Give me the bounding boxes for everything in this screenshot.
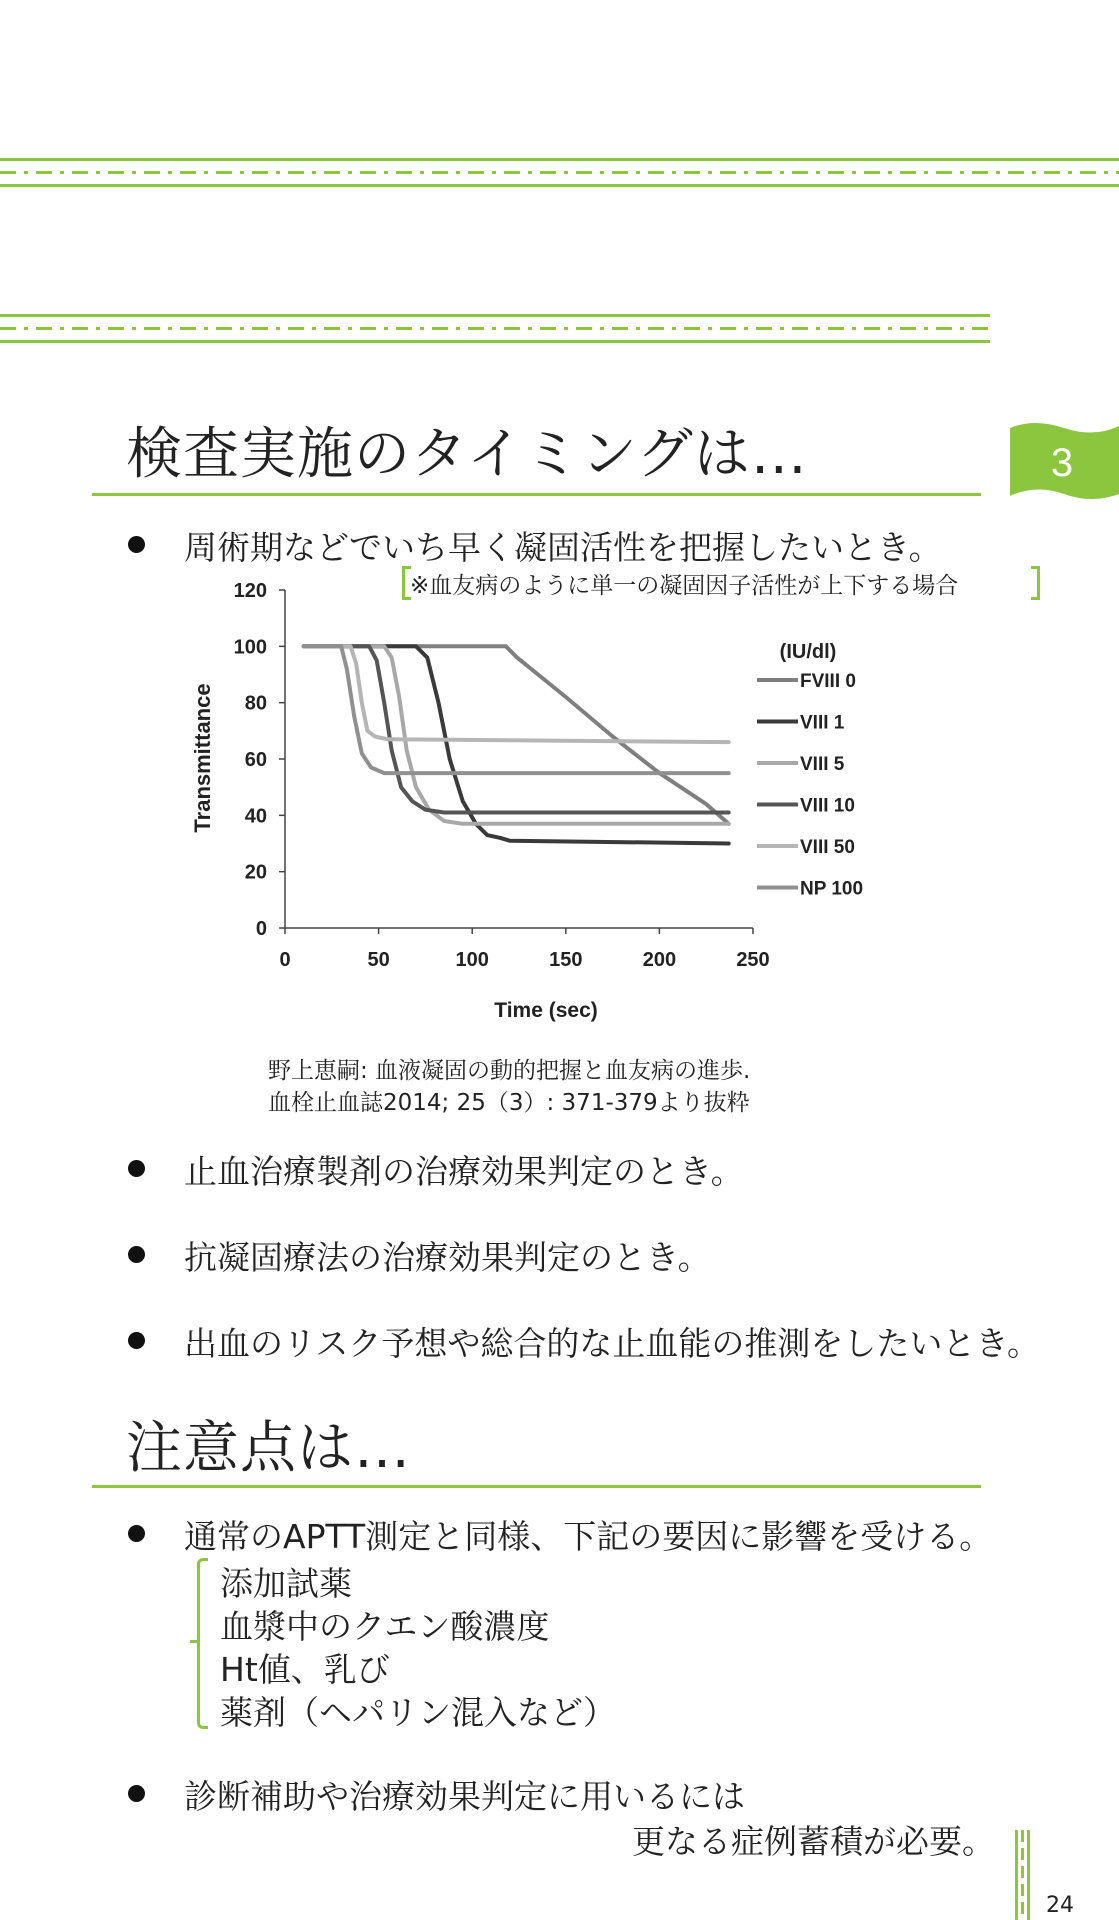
- page-number: 24: [1046, 1893, 1074, 1918]
- legend-label: FVIII 0: [800, 671, 856, 692]
- factor-item: 添加試薬: [220, 1564, 352, 1603]
- series-line-viii-5: [304, 646, 729, 824]
- section-number: 3: [1050, 441, 1074, 485]
- factor-bracket: [197, 1558, 208, 1729]
- section1-title: 検査実施のタイミングは…: [126, 422, 808, 487]
- y-tick-label: 120: [233, 580, 267, 602]
- series-line-fviii-0: [304, 646, 729, 824]
- x-tick-label: 0: [279, 949, 291, 971]
- bullet-dot: [128, 1246, 145, 1263]
- y-axis-label: Transmittance: [190, 683, 215, 833]
- legend-label: NP 100: [800, 878, 864, 900]
- x-tick-label: 150: [549, 949, 583, 971]
- x-tick-label: 200: [642, 949, 677, 971]
- factor-item: Ht値、乳び: [220, 1650, 390, 1689]
- y-tick-label: 0: [255, 918, 267, 940]
- series-line-np-100: [304, 646, 729, 773]
- section1-divider: [92, 493, 981, 496]
- section2-bullet1: 通常のAPTT測定と同様、下記の要因に影響を受ける。: [184, 1517, 993, 1556]
- bullet-dot: [128, 536, 145, 553]
- bullet-dot: [128, 1160, 145, 1177]
- chart-legend: [757, 671, 863, 900]
- x-tick-label: 50: [367, 949, 390, 971]
- factor-item: 薬剤（ヘパリン混入など）: [220, 1693, 616, 1732]
- y-tick-label: 40: [244, 805, 267, 828]
- section1-bullet3: 抗凝固療法の治療効果判定のとき。: [184, 1238, 711, 1277]
- legend-title: (IU/dl): [779, 641, 837, 663]
- bullet-dot: [128, 1332, 145, 1349]
- section2-divider: [92, 1485, 981, 1488]
- x-tick-label: 250: [736, 949, 770, 971]
- section-number-tab: [1004, 418, 1119, 503]
- legend-label: VIII 1: [800, 712, 845, 734]
- footer-rail: [1015, 1830, 1031, 1920]
- legend-label: VIII 5: [800, 754, 845, 775]
- factor-item: 血漿中のクエン酸濃度: [220, 1607, 550, 1646]
- series-line-viii-50: [304, 646, 729, 742]
- citation-line2: 血栓止血誌2014; 25（3）: 371-379より抜粋: [268, 1090, 750, 1116]
- section1-bullet2: 止血治療製剤の治療効果判定のとき。: [184, 1152, 744, 1191]
- section2-title: 注意点は…: [126, 1416, 411, 1481]
- header-band-bottom: [0, 314, 990, 344]
- x-tick-label: 100: [455, 949, 489, 971]
- transmittance-chart: [180, 570, 900, 1030]
- note-bracket-right: [1031, 566, 1040, 600]
- y-tick-label: 80: [244, 692, 267, 715]
- section2-bullet2-line2: 更なる症例蓄積が必要。: [632, 1822, 995, 1861]
- chart-note: ※血友病のように単一の凝固因子活性が上下する場合: [410, 573, 959, 599]
- bracket-tip: [190, 1640, 198, 1643]
- citation-line1: 野上恵嗣: 血液凝固の動的把握と血友病の進歩.: [268, 1058, 751, 1084]
- section2-bullet2-line1: 診断補助や治療効果判定に用いるには: [184, 1777, 745, 1816]
- x-axis-label: Time (sec): [494, 999, 598, 1022]
- chart-series: [304, 646, 729, 843]
- bullet-dot: [128, 1525, 145, 1542]
- header-band-top: [0, 158, 1119, 188]
- y-tick-label: 20: [244, 861, 267, 884]
- chart-axes: [234, 580, 770, 971]
- legend-label: VIII 50: [800, 837, 855, 858]
- y-tick-label: 100: [233, 636, 267, 659]
- bullet-dot: [128, 1785, 145, 1802]
- section1-bullet1: 周術期などでいち早く凝固活性を把握したいとき。: [184, 528, 942, 567]
- section1-bullet4: 出血のリスク予想や総合的な止血能の推測をしたいとき。: [184, 1324, 1041, 1363]
- legend-label: VIII 10: [800, 795, 855, 817]
- y-tick-label: 60: [244, 749, 267, 771]
